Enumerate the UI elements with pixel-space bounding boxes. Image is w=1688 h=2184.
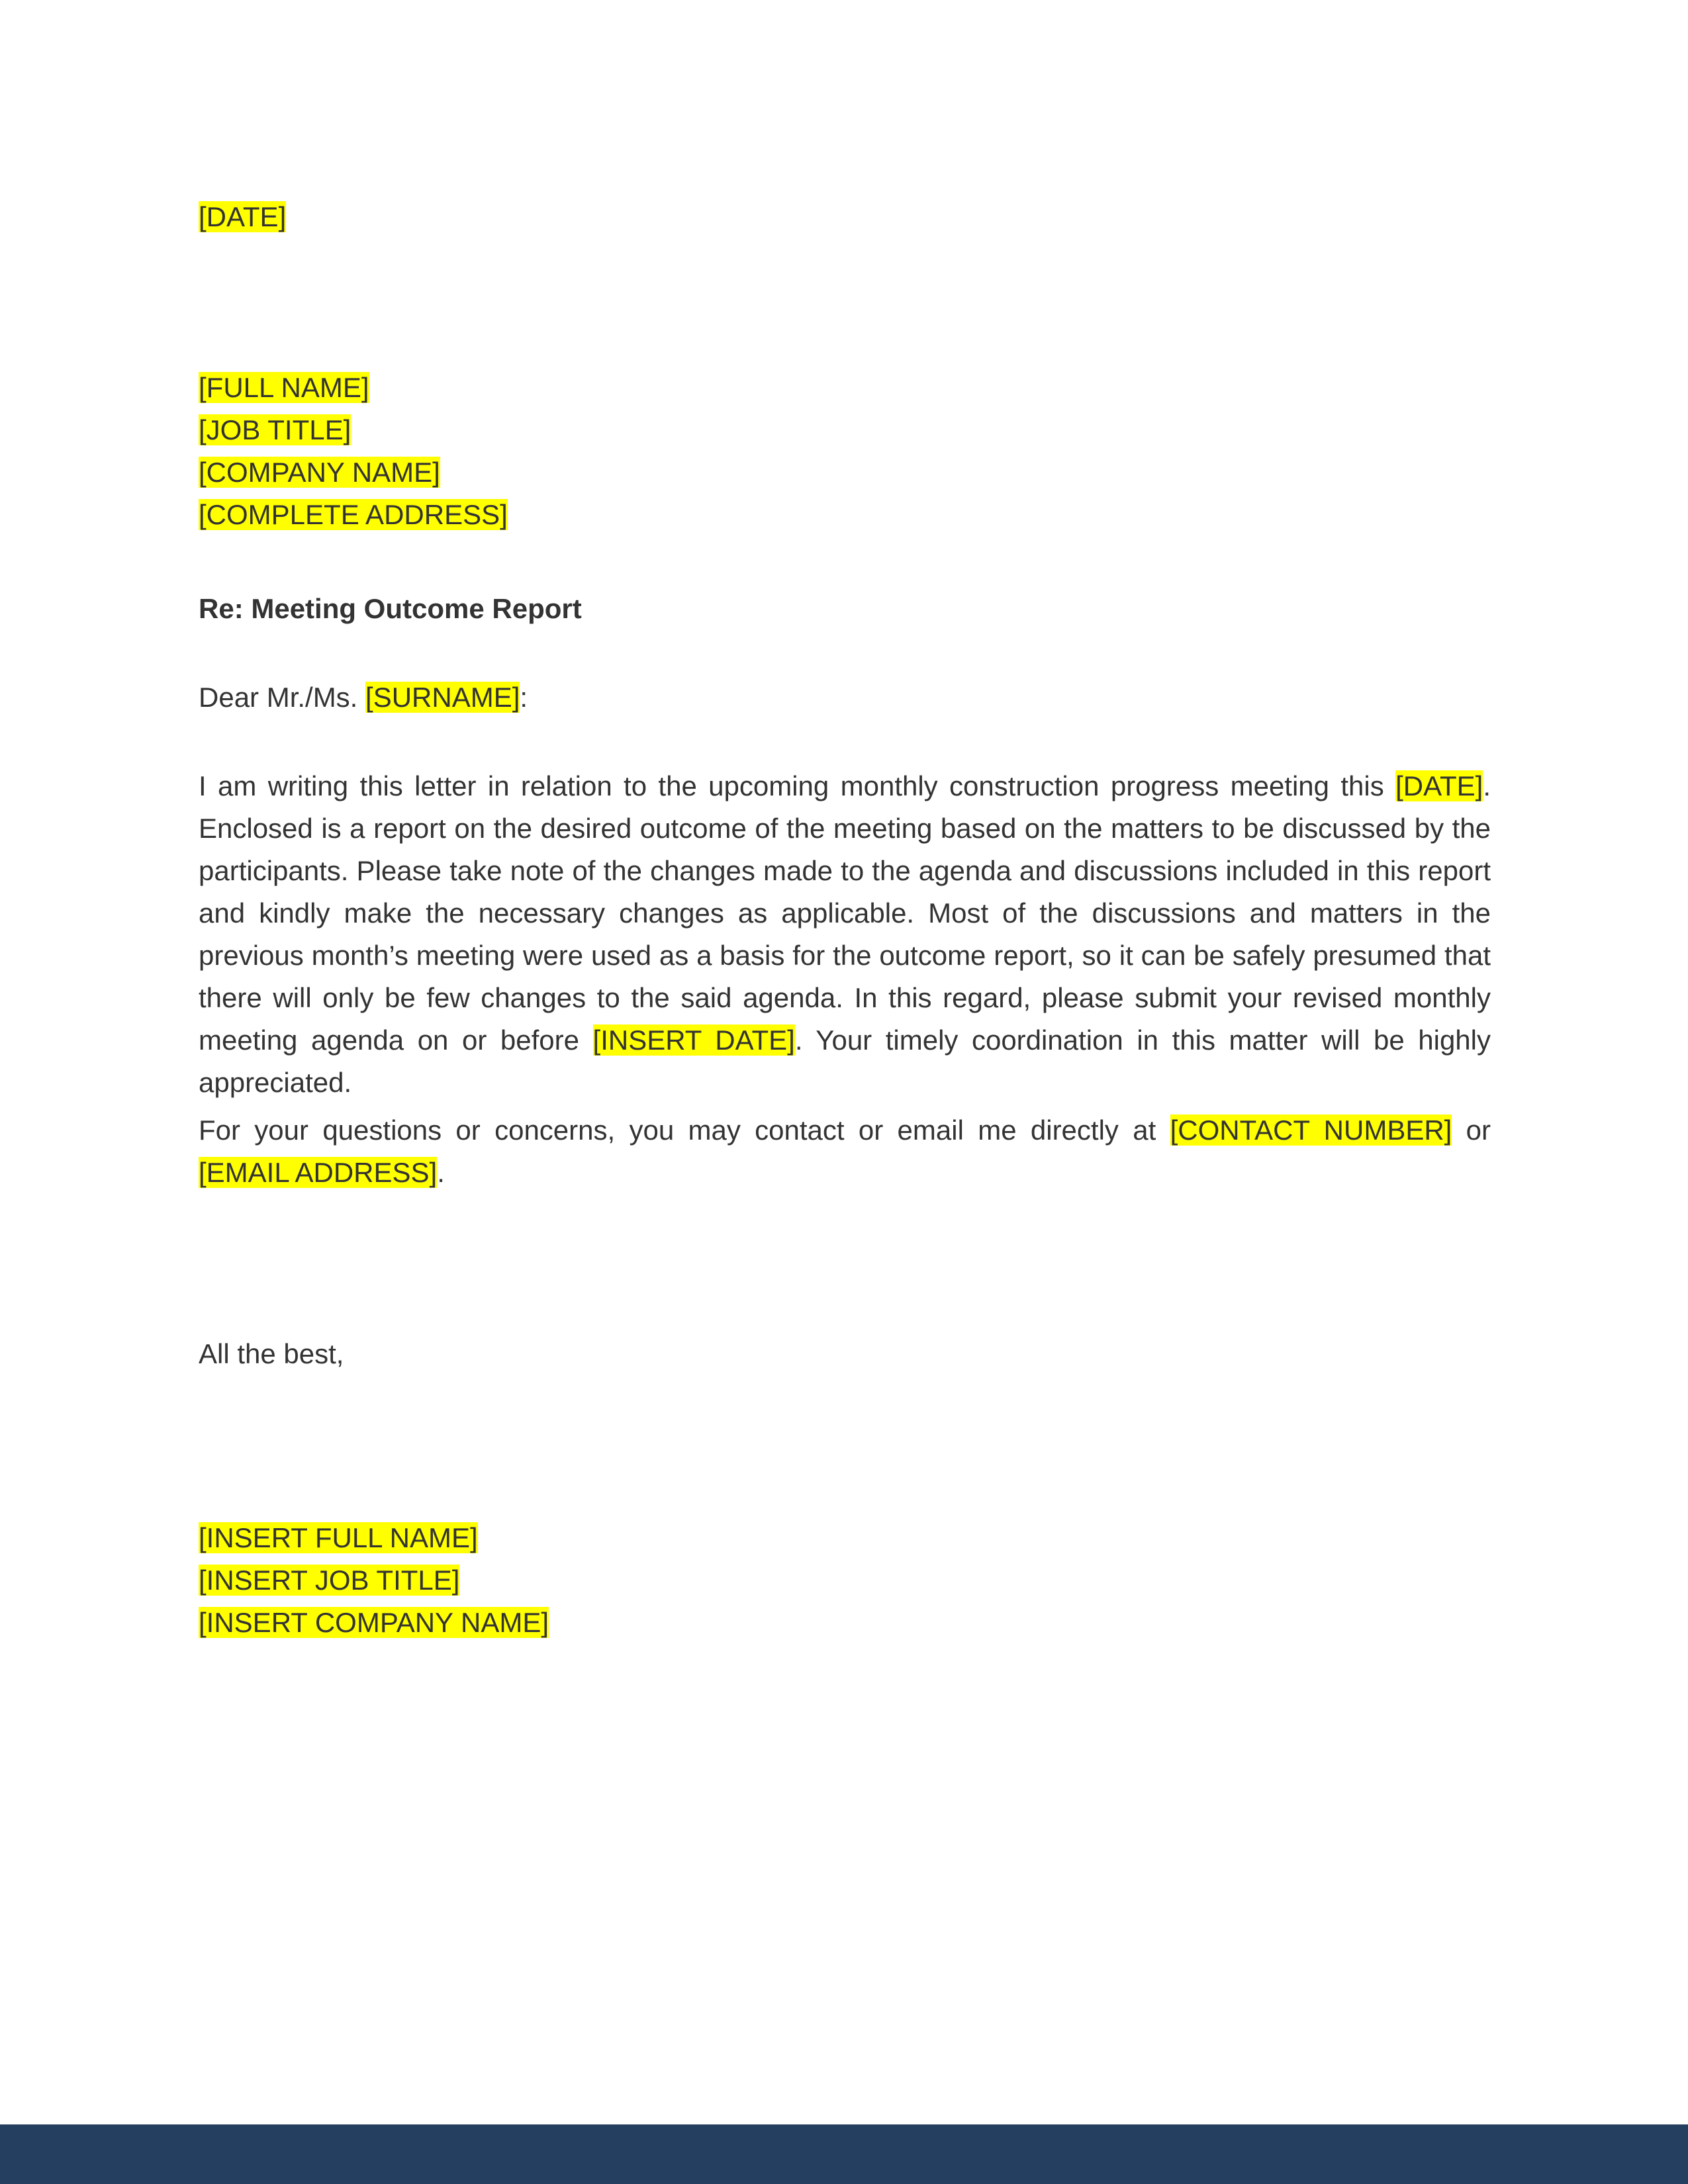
recipient-block [199,367,508,536]
email-address-placeholder: [EMAIL ADDRESS] [199,1157,438,1188]
recipient-job-title: [JOB TITLE] [199,414,352,445]
paragraph1-text-1: I am writing this letter in relation to the upcoming monthly construction progress meeting this [199,770,1396,801]
date-line [199,196,286,238]
signature-block [199,1517,549,1644]
footer-bar [0,2124,1688,2184]
body-paragraph-1 [199,765,1491,1104]
salutation [199,676,528,719]
body-paragraph-2 [199,1109,1491,1194]
contact-number-placeholder: [CONTACT NUMBER] [1170,1115,1452,1146]
paragraph2-end: . [437,1157,445,1188]
meeting-date-placeholder: [DATE] [1395,770,1483,801]
signature-full-name: [INSERT FULL NAME] [199,1522,478,1553]
recipient-complete-address: [COMPLETE ADDRESS] [199,499,508,530]
salutation-suffix: : [520,682,528,713]
closing: All the best, [199,1338,344,1369]
signature-job-title: [INSERT JOB TITLE] [199,1565,460,1596]
paragraph2-or: or [1452,1115,1491,1146]
paragraph1-text-2: . Enclosed is a report on the desired outcome of the meeting based on the matters to be discussed by the participants. Please take note of the changes made to the agenda and discussions included in this report and kindly make the necessary changes as applicable. Most of the discussions and matters in the previous month’s meeting were used as a basis for the outcome report, so it can be safely presumed that there will only be few changes to the said agenda. In this regard, please submit your revised monthly meeting agenda on or before [199,770,1491,1056]
subject-line: Re: Meeting Outcome Report [199,593,582,624]
signature-company-name: [INSERT COMPANY NAME] [199,1607,549,1638]
paragraph1-text-3: . Your timely coordination in this matter will be highly appreciated. [199,1024,1491,1098]
recipient-company-name: [COMPANY NAME] [199,457,440,488]
insert-date-placeholder: [INSERT DATE] [592,1024,795,1056]
salutation-prefix: Dear Mr./Ms. [199,682,366,713]
recipient-full-name: [FULL NAME] [199,372,369,403]
surname-placeholder: [SURNAME] [365,682,520,713]
date-placeholder: [DATE] [199,201,287,232]
paragraph2-text-1: For your questions or concerns, you may contact or email me directly at [199,1115,1170,1146]
